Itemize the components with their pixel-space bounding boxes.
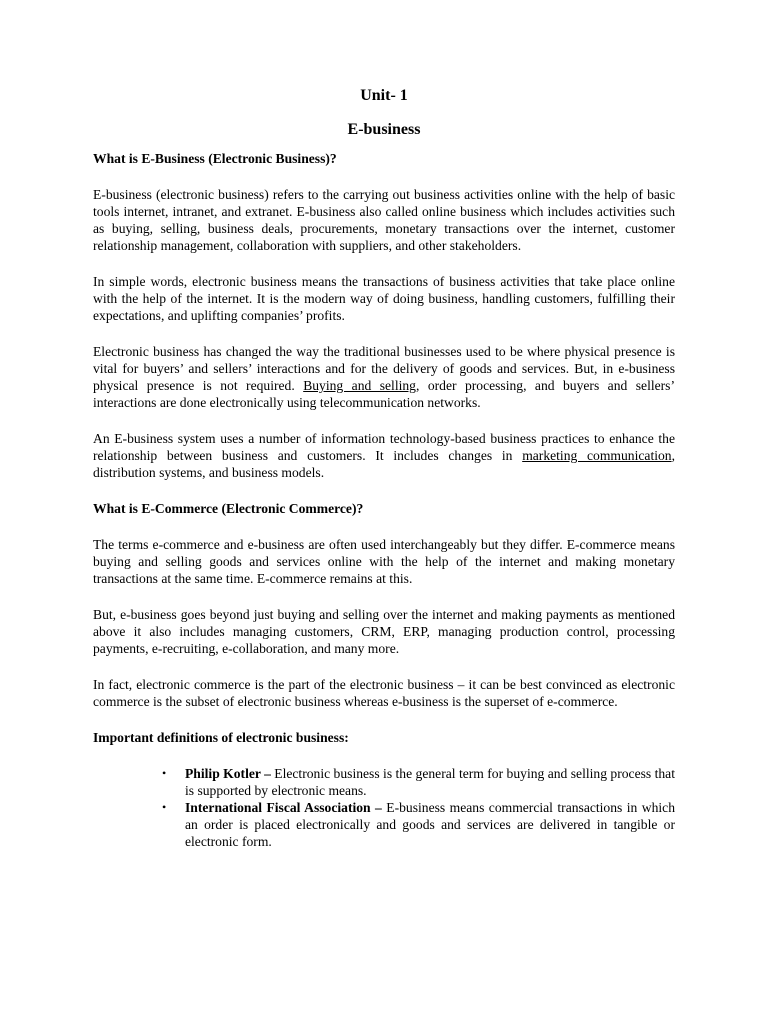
paragraph-text: Electronic business has changed the way the traditional businesses used to be where physical presence is vital for buyers’ and sellers’ interactions and for the delivery of goods and services. But, in e-business physical presence is not required. — [93, 344, 675, 393]
paragraph-subset-superset: In fact, electronic commerce is the part of the electronic business – it can be best convinced as electronic commerce is the subset of electronic business whereas e-business is the superset of e-commerce. — [93, 677, 675, 709]
paragraph-beyond-buying: But, e-business goes beyond just buying and selling over the internet and making payments as mentioned above it also includes managing customers, CRM, ERP, managing production control, processing payments, e-recruiting, e-collaboration, and many more. — [93, 607, 675, 656]
paragraph-physical-presence — [93, 343, 675, 411]
marketing-communication-link[interactable]: marketing communication — [522, 448, 672, 463]
definition-term: International Fiscal Association – — [185, 800, 382, 815]
section-heading-definitions: Important definitions of electronic business: — [93, 730, 349, 745]
list-item — [162, 765, 675, 799]
paragraph-ebusiness-definition: E-business (electronic business) refers to the carrying out business activities online with the help of basic tools internet, intranet, and extranet. E-business also called online business which includes activities such as buying, selling, business deals, procurements, monetary transactions over the internet, customer relationship management, collaboration with suppliers, and other stakeholders. — [93, 187, 675, 253]
paragraph-ecommerce-terms: The terms e-commerce and e-business are often used interchangeably but they differ. E-commerce means buying and selling goods and services online with the help of the internet and making monetary transactions at the same time. E-commerce remains at this. — [93, 537, 675, 586]
section-heading-ecommerce: What is E-Commerce (Electronic Commerce)? — [93, 501, 364, 516]
bullet-icon: • — [162, 800, 167, 814]
paragraph-simple-words: In simple words, electronic business means the transactions of business activities that take place online with the help of the internet. It is the modern way of doing business, handling customers, fulfilling their expectations, and uplifting companies’ profits. — [93, 274, 675, 323]
page-title: E-business — [347, 121, 421, 138]
paragraph-text: , distribution systems, and business models. — [93, 448, 675, 480]
paragraph-ebusiness-system — [93, 430, 675, 481]
list-item — [162, 799, 675, 850]
definition-text: E-business means commercial transactions in which an order is placed electronically and goods and services are delivered in tangible or electronic form. — [185, 800, 675, 849]
definitions-list — [93, 765, 675, 850]
document-content — [93, 86, 675, 850]
bullet-icon: • — [162, 766, 167, 780]
buying-selling-link[interactable]: Buying and selling — [303, 378, 416, 393]
definition-text: Electronic business is the general term for buying and selling process that is supported by electronic means. — [185, 766, 675, 798]
unit-title: Unit- 1 — [360, 87, 408, 104]
paragraph-text: , order processing, and buyers and sellers’ interactions are done electronically using telecommunication networks. — [93, 378, 675, 410]
paragraph-text: An E-business system uses a number of information technology-based business practices to enhance the relationship between business and customers. It includes changes in — [93, 431, 675, 463]
section-heading-ebusiness: What is E-Business (Electronic Business)? — [93, 151, 337, 166]
definition-term: Philip Kotler – — [185, 766, 271, 781]
